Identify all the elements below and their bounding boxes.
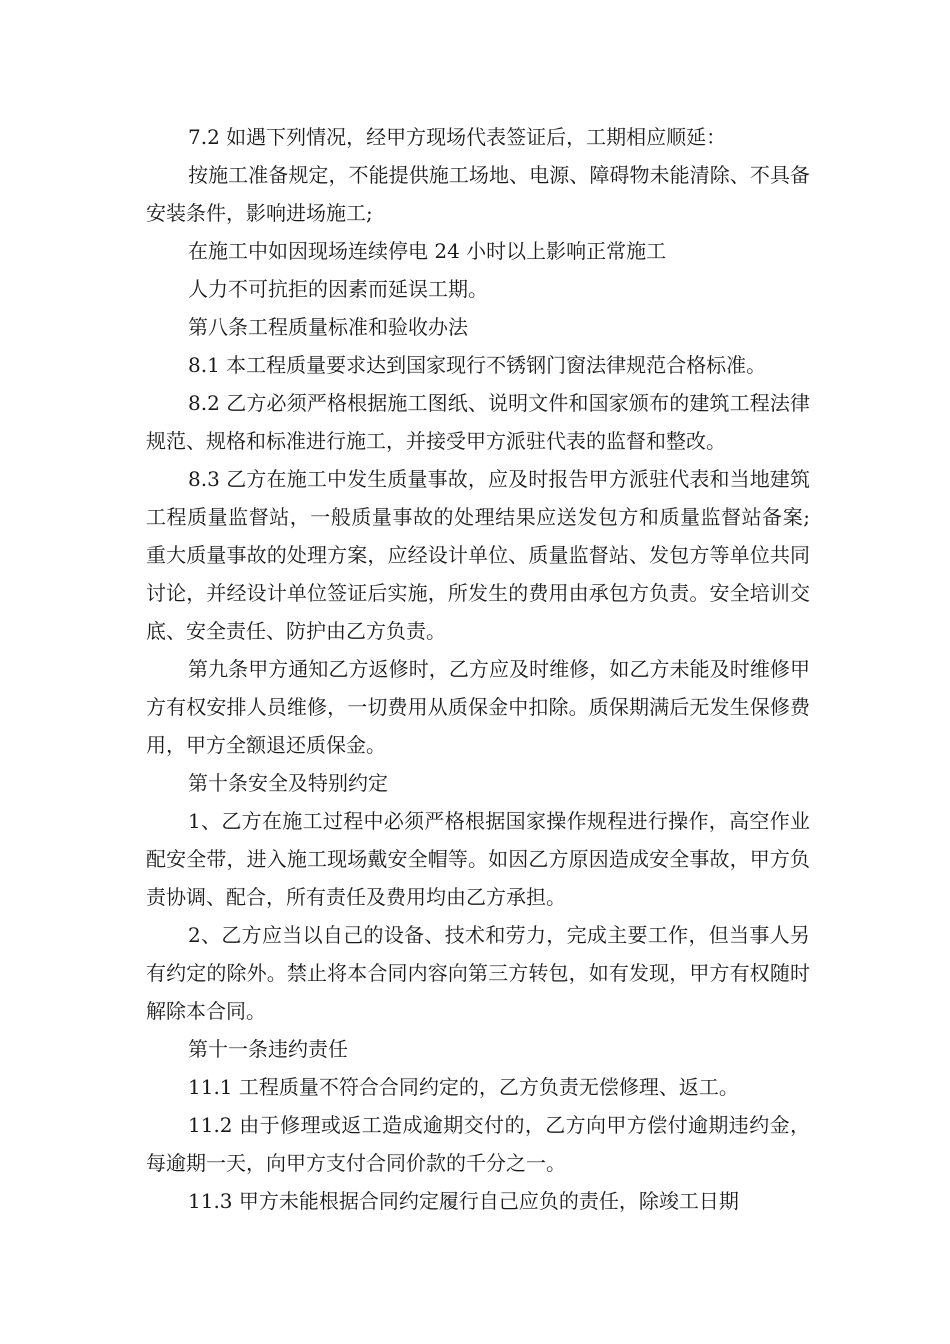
paragraph-11-3: 11.3 甲方未能根据合同约定履行自己应负的责任，除竣工日期 xyxy=(188,1189,739,1213)
paragraph-7-2: 7.2 如遇下列情况，经甲方现场代表签证后，工期相应顺延： xyxy=(188,125,727,149)
article-11-heading: 第十一条违约责任 xyxy=(188,1037,348,1061)
article-10-heading: 第十条安全及特别约定 xyxy=(188,771,388,795)
paragraph-11-1: 11.1 工程质量不符合合同约定的，乙方负责无偿修理、返工。 xyxy=(188,1075,739,1099)
article-9: 第九条甲方通知乙方返修时，乙方应及时维修，如乙方未能及时维修甲方有权安排人员维修，一切费用从质保金中扣除。质保期满后无发生保修费用，甲方全额退还质保金。 xyxy=(146,657,810,757)
paragraph-7-2-item-2: 在施工中如因现场连续停电 24 小时以上影响正常施工 xyxy=(188,239,667,263)
paragraph-8-3: 8.3 乙方在施工中发生质量事故，应及时报告甲方派驻代表和当地建筑工程质量监督站，一般质量事故的处理结果应送发包方和质量监督站备案;重大质量事故的处理方案，应经设计单位、质量监督站、发包方等单位共同讨论，并经设计单位签证后实施，所发生的费用由承包方负责。安全培训交底、安全责任、防护由乙方负责。 xyxy=(146,467,810,643)
paragraph-7-2-item-1: 按施工准备规定，不能提供施工场地、电源、障碍物未能清除、不具备安装条件，影响进场施工; xyxy=(146,163,810,225)
paragraph-10-1: 1、乙方在施工过程中必须严格根据国家操作规程进行操作，高空作业配安全带，进入施工现场戴安全帽等。如因乙方原因造成安全事故，甲方负责协调、配合，所有责任及费用均由乙方承担。 xyxy=(146,809,810,909)
document-body xyxy=(146,118,810,1220)
paragraph-8-2: 8.2 乙方必须严格根据施工图纸、说明文件和国家颁布的建筑工程法律规范、规格和标准进行施工，并接受甲方派驻代表的监督和整改。 xyxy=(146,391,810,453)
paragraph-10-2: 2、乙方应当以自己的设备、技术和劳力，完成主要工作，但当事人另有约定的除外。禁止将本合同内容向第三方转包，如有发现，甲方有权随时解除本合同。 xyxy=(146,923,810,1023)
paragraph-8-1: 8.1 本工程质量要求达到国家现行不锈钢门窗法律规范合格标准。 xyxy=(188,353,767,377)
paragraph-11-2: 11.2 由于修理或返工造成逾期交付的，乙方向甲方偿付逾期违约金，每逾期一天，向甲方支付合同价款的千分之一。 xyxy=(146,1113,810,1175)
paragraph-7-2-item-3: 人力不可抗拒的因素而延误工期。 xyxy=(188,277,488,301)
article-8-heading: 第八条工程质量标准和验收办法 xyxy=(188,315,468,339)
